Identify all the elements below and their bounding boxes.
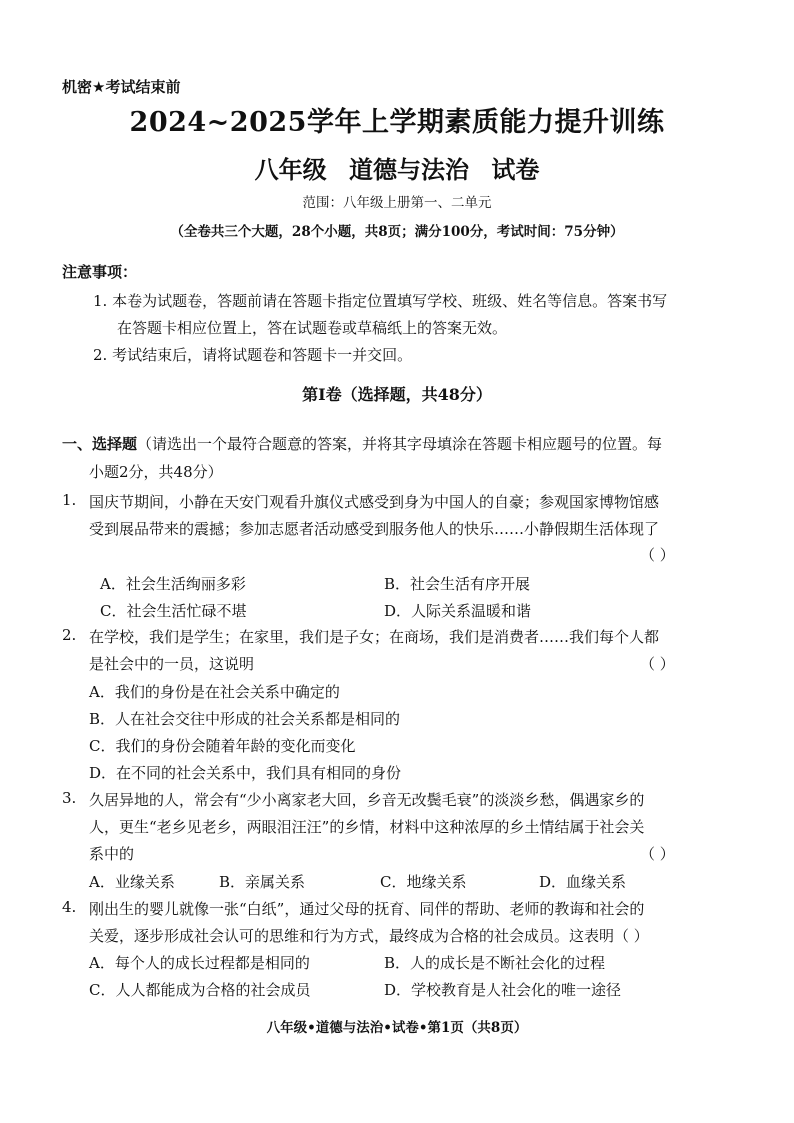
question-3-line-2: 人，更生“老乡见老乡，两眼泪汪汪”的乡情，材料中这种浓厚的乡土情结属于社会关 xyxy=(89,818,645,836)
answer-paren: （ ） xyxy=(640,546,675,564)
question-2-option-a: A．我们的身份是在社会关系中确定的 xyxy=(89,683,340,701)
question-1-option-b: B．社会生活有序开展 xyxy=(384,575,531,593)
question-2-option-c: C．我们的身份会随着年龄的变化而变化 xyxy=(89,737,356,755)
question-number: 2. xyxy=(62,626,77,644)
part-instructions-cont: 小题2分，共48分） xyxy=(89,463,223,481)
question-1-option-d: D．人际关系温暖和谐 xyxy=(384,602,532,620)
confidential-label: 机密★考试结束前 xyxy=(62,78,181,96)
question-3-option-a: A．业缘关系 xyxy=(89,873,175,891)
answer-paren: （ ） xyxy=(640,845,675,863)
note-item-1-cont: 在答题卡相应位置上，答在试题卷或草稿纸上的答案无效。 xyxy=(117,319,508,337)
section-heading: 第Ⅰ卷（选择题，共48分） xyxy=(302,385,492,404)
question-2-option-b: B．人在社会交往中形成的社会关系都是相同的 xyxy=(89,710,401,728)
question-1-line-2: 受到展品带来的震撼；参加志愿者活动感受到服务他人的快乐……小静假期生活体现了 xyxy=(89,520,660,538)
question-4-option-d: D．学校教育是人社会化的唯一途径 xyxy=(384,981,622,999)
note-item-1: 1. 本卷为试题卷，答题前请在答题卡指定位置填写学校、班级、姓名等信息。答案书写 xyxy=(93,292,668,310)
part-label: 一、选择题 xyxy=(62,435,138,453)
exam-info: （全卷共三个大题，28个小题，共8页；满分100分，考试时间：75分钟） xyxy=(170,224,624,240)
question-2-option-d: D．在不同的社会关系中，我们具有相同的身份 xyxy=(89,764,402,782)
page-footer: 八年级•道德与法治•试卷•第1页（共8页） xyxy=(266,1020,528,1036)
question-4-line-2: 关爱，逐步形成社会认可的思维和行为方式，最终成为合格的社会成员。这表明（ ） xyxy=(89,927,649,945)
question-4-option-b: B．人的成长是不断社会化的过程 xyxy=(384,954,606,972)
note-item-2: 2. 考试结束后，请将试题卷和答题卡一并交回。 xyxy=(93,346,413,364)
part-text: （请选出一个最符合题意的答案，并将其字母填涂在答题卡相应题号的位置。每 xyxy=(137,435,663,453)
question-3-line-1: 久居异地的人，常会有“少小离家老大回，乡音无改鬓毛衰”的淡淡乡愁，偶遇家乡的 xyxy=(89,791,645,809)
question-4-line-1: 刚出生的婴儿就像一张“白纸”，通过父母的抚育、同伴的帮助、老师的教诲和社会的 xyxy=(89,900,645,918)
question-3-option-b: B．亲属关系 xyxy=(219,873,306,891)
question-1-line-1: 国庆节期间，小静在天安门观看升旗仪式感受到身为中国人的自豪；参观国家博物馆感 xyxy=(89,493,660,511)
question-4-option-a: A．每个人的成长过程都是相同的 xyxy=(89,954,310,972)
question-3-option-d: D．血缘关系 xyxy=(539,873,627,891)
question-2-line-1: 在学校，我们是学生；在家里，我们是子女；在商场，我们是消费者……我们每个人都 xyxy=(89,628,660,646)
part-instructions xyxy=(62,433,662,454)
notes-title: 注意事项： xyxy=(62,263,138,281)
question-1-option-a: A．社会生活绚丽多彩 xyxy=(100,575,246,593)
question-number: 3. xyxy=(62,789,77,807)
question-number: 1. xyxy=(62,491,77,509)
question-1-option-c: C．社会生活忙碌不堪 xyxy=(100,602,247,620)
exam-subtitle: 八年级 道德与法治 试卷 xyxy=(254,156,540,184)
question-3-line-3: 系中的 xyxy=(89,845,135,863)
exam-title: 2024~2025学年上学期素质能力提升训练 xyxy=(129,107,665,138)
question-2-line-2: 是社会中的一员，这说明 xyxy=(89,655,255,673)
question-4-option-c: C．人人都能成为合格的社会成员 xyxy=(89,981,311,999)
question-number: 4. xyxy=(62,898,77,916)
question-3-option-c: C．地缘关系 xyxy=(380,873,467,891)
answer-paren: （ ） xyxy=(640,655,675,673)
exam-range: 范围：八年级上册第一、二单元 xyxy=(302,195,492,211)
